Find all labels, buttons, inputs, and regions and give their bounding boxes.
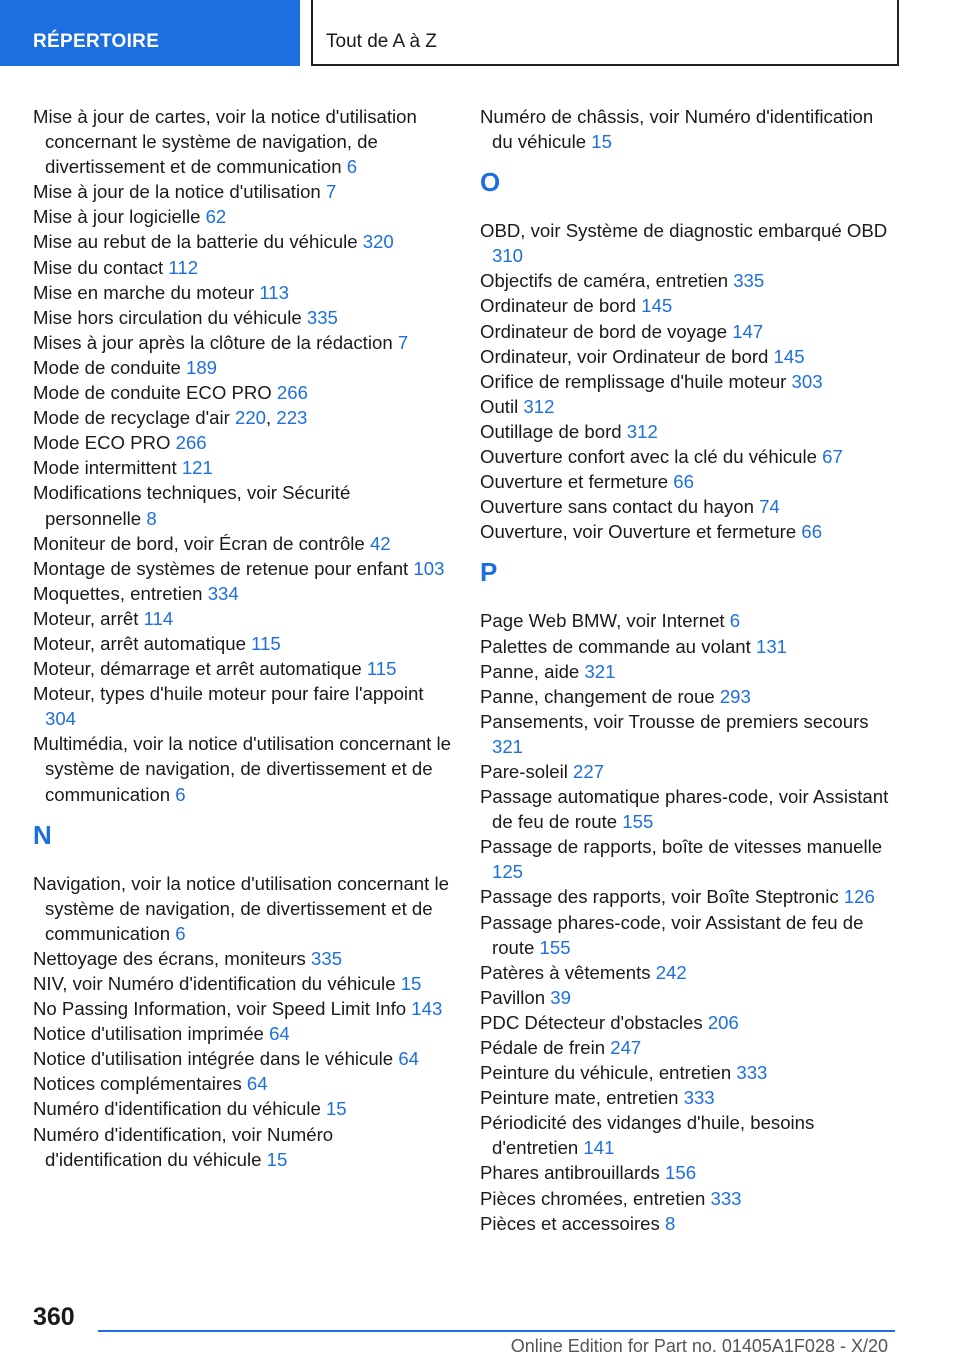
- index-entry: [33, 204, 451, 229]
- index-entry: [480, 1035, 898, 1060]
- index-entry-text: Ouverture et fermeture: [480, 471, 674, 493]
- index-entry-text: Phares antibrouillards: [480, 1162, 666, 1184]
- page-reference-link[interactable]: 334: [207, 582, 239, 604]
- index-entry-text: Mise hors circulation du véhicule: [33, 306, 307, 328]
- index-entry-text: Mode de recyclage d'air: [33, 407, 235, 429]
- index-entry: [33, 280, 451, 305]
- index-entry-text: Moteur, arrêt: [33, 607, 144, 629]
- index-entry: [33, 255, 451, 280]
- index-entry: [33, 1122, 451, 1172]
- page-reference-link[interactable]: 8: [146, 507, 157, 529]
- index-entry: [33, 871, 451, 946]
- index-entry-text: Patères à vêtements: [480, 961, 656, 983]
- page-header: [0, 0, 960, 68]
- index-entry-text: Mise au rebut de la batterie du véhicule: [33, 231, 363, 253]
- page-reference-link[interactable]: 113: [259, 281, 289, 303]
- page-reference-link[interactable]: 131: [755, 635, 788, 657]
- title-tab: [311, 0, 899, 66]
- page-reference-link[interactable]: 67: [822, 446, 843, 468]
- index-entry: [33, 104, 451, 179]
- index-entry: [480, 469, 898, 494]
- index-entry: [33, 229, 451, 254]
- index-entry-text: Panne, changement de roue: [480, 685, 720, 707]
- page-reference-link[interactable]: 74: [759, 496, 780, 518]
- page-reference-link[interactable]: 335: [306, 306, 338, 328]
- index-entry: [33, 581, 451, 606]
- page-reference-link[interactable]: 321: [584, 660, 616, 682]
- index-entry: [33, 305, 451, 330]
- index-entry: [480, 960, 898, 985]
- index-entry-text: Notice d'utilisation imprimée: [33, 1023, 270, 1045]
- index-entry-text: Numéro d'identification, voir Numéro d'identification du véhicule: [33, 1123, 334, 1170]
- index-entry-text: Mode de conduite: [33, 356, 186, 378]
- index-entry: [480, 784, 898, 834]
- index-entry: [480, 884, 898, 909]
- index-entry-text: Navigation, voir la notice d'utilisation concernant le système de navigation, de divertissement et de communication: [33, 872, 449, 944]
- index-entry: [480, 293, 898, 318]
- page-reference-link[interactable]: 320: [362, 231, 394, 253]
- index-entry: [480, 519, 898, 544]
- index-entry-text: OBD, voir Système de diagnostic embarqué OBD: [480, 220, 888, 242]
- page-reference-link[interactable]: 333: [710, 1187, 742, 1209]
- page-reference-link[interactable]: 121: [181, 457, 213, 479]
- section-tab[interactable]: [0, 0, 300, 66]
- index-entry-text: Passage des rapports, voir Boîte Steptronic: [480, 886, 844, 908]
- page-reference-link[interactable]: 155: [539, 936, 571, 958]
- index-entry-text: Pare-soleil: [480, 760, 574, 782]
- index-entry: [480, 394, 898, 419]
- page-reference-link[interactable]: 15: [400, 973, 422, 994]
- page-reference-link[interactable]: 143: [411, 998, 443, 1020]
- index-entry: [480, 1211, 898, 1236]
- page-reference-link[interactable]: 141: [583, 1137, 615, 1159]
- index-entry-text: Objectifs de caméra, entretien: [480, 270, 734, 292]
- page-reference-link[interactable]: 115: [366, 658, 397, 680]
- page-reference-link[interactable]: 15: [591, 131, 612, 153]
- page-reference-link[interactable]: 335: [311, 947, 343, 969]
- index-entry-text: Multimédia, voir la notice d'utilisation concernant le système de navigation, de divertissement et de communication: [33, 733, 451, 805]
- index-entry-text: Ordinateur, voir Ordinateur de bord: [480, 345, 774, 367]
- page-separator: ,: [266, 407, 277, 429]
- index-entry: [33, 656, 451, 681]
- index-entry-text: Ordinateur de bord: [480, 295, 642, 317]
- index-entry: [480, 684, 898, 709]
- index-column-right: [480, 104, 898, 1236]
- page-reference-link[interactable]: 303: [791, 370, 823, 392]
- page-reference-link[interactable]: 15: [325, 1098, 347, 1120]
- page-reference-link[interactable]: 220: [235, 407, 267, 429]
- index-entry: [480, 419, 898, 444]
- index-entry: [480, 910, 898, 960]
- page-reference-link[interactable]: 39: [550, 986, 571, 1008]
- page-reference-link[interactable]: 266: [175, 432, 207, 454]
- index-entry: [480, 659, 898, 684]
- page-reference-link[interactable]: 293: [719, 685, 751, 707]
- index-entry: [33, 1096, 451, 1121]
- page-reference-link[interactable]: 64: [398, 1048, 419, 1070]
- footer-edition-text: Online Edition for Part no. 01405A1F028 - X/20: [510, 1336, 888, 1356]
- index-entry-text: Peinture du véhicule, entretien: [480, 1062, 737, 1084]
- index-entry-text: Moteur, démarrage et arrêt automatique: [33, 658, 367, 680]
- index-entry: [480, 1010, 898, 1035]
- page-reference-link[interactable]: 147: [732, 320, 764, 342]
- page-reference-link[interactable]: 333: [683, 1087, 715, 1109]
- page-reference-link[interactable]: 242: [655, 961, 687, 983]
- index-entry: [480, 494, 898, 519]
- index-letter-heading: O: [480, 167, 501, 198]
- index-entry-text: PDC Détecteur d'obstacles: [480, 1011, 708, 1033]
- page-reference-link[interactable]: 6: [175, 922, 186, 944]
- index-entry: [33, 355, 451, 380]
- index-entry: [33, 480, 451, 530]
- index-entry: [480, 1110, 898, 1160]
- index-entry-text: Moteur, types d'huile moteur pour faire l'appoint: [33, 683, 424, 705]
- index-entry-text: Ouverture, voir Ouverture et fermeture: [480, 521, 802, 543]
- page-reference-link[interactable]: 6: [346, 156, 358, 178]
- page-reference-link[interactable]: 310: [492, 245, 524, 267]
- page-reference-link[interactable]: 125: [492, 861, 524, 883]
- page-reference-link[interactable]: 112: [168, 256, 199, 278]
- page-reference-link[interactable]: 114: [143, 607, 174, 629]
- index-entry-text: Ouverture sans contact du hayon: [480, 496, 760, 518]
- index-entry-text: No Passing Information, voir Speed Limit Info: [33, 998, 412, 1020]
- index-entry: [480, 985, 898, 1010]
- page-reference-link[interactable]: 66: [673, 471, 694, 493]
- index-entry: [480, 1060, 898, 1085]
- index-entry: [33, 556, 451, 581]
- page-reference-link[interactable]: 8: [664, 1212, 676, 1234]
- title-tab-label: Tout de A à Z: [326, 31, 437, 52]
- page-reference-link[interactable]: 66: [801, 521, 823, 543]
- index-entry: [33, 455, 451, 480]
- index-entry-text: Numéro de châssis, voir Numéro d'identification du véhicule: [480, 106, 874, 153]
- page-number: 360: [33, 1303, 75, 1331]
- index-entry-text: Mise en marche du moteur: [33, 281, 260, 303]
- index-entry: [480, 1085, 898, 1110]
- index-entry: [33, 606, 451, 631]
- page-reference-link[interactable]: 115: [251, 632, 281, 654]
- page-reference-link[interactable]: 321: [492, 735, 524, 757]
- index-entry-text: Moquettes, entretien: [33, 582, 208, 604]
- index-entry-text: Périodicité des vidanges d'huile, besoins d'entretien: [480, 1112, 815, 1159]
- page-reference-link[interactable]: 156: [665, 1162, 697, 1184]
- index-entry-text: Notices complémentaires: [33, 1073, 247, 1095]
- index-entry: [480, 444, 898, 469]
- index-entry: [33, 681, 451, 731]
- index-entry: [480, 834, 898, 884]
- index-entry: [33, 330, 451, 355]
- index-entry-text: Outil: [480, 395, 524, 417]
- page-reference-link[interactable]: 126: [843, 886, 875, 908]
- index-entry-text: Pièces chromées, entretien: [480, 1187, 711, 1209]
- page-reference-link[interactable]: 145: [773, 345, 805, 367]
- index-entry: [480, 634, 898, 659]
- index-entry: [33, 631, 451, 656]
- index-entry: [33, 1071, 451, 1096]
- index-entry-text: Ouverture confort avec la clé du véhicule: [480, 446, 823, 468]
- index-entry-text: Outillage de bord: [480, 420, 627, 442]
- page-reference-link[interactable]: 6: [729, 610, 741, 632]
- index-entry-text: Mode intermittent: [33, 457, 182, 479]
- index-entry-text: Mise du contact: [33, 256, 169, 278]
- index-entry: [480, 1160, 898, 1185]
- index-entry: [33, 1021, 451, 1046]
- page-reference-link[interactable]: 15: [266, 1148, 288, 1170]
- index-entry-text: Ordinateur de bord de voyage: [480, 320, 733, 342]
- page-reference-link[interactable]: 223: [276, 407, 308, 429]
- index-entry-text: Panne, aide: [480, 660, 585, 682]
- index-entry: [33, 531, 451, 556]
- index-entry-text: Mise à jour logicielle: [33, 206, 206, 228]
- page-reference-link[interactable]: 62: [205, 206, 227, 228]
- index-entry-text: NIV, voir Numéro d'identification du véhicule: [33, 973, 401, 994]
- index-entry-text: Moniteur de bord, voir Écran de contrôle: [33, 532, 370, 554]
- page-reference-link[interactable]: 333: [736, 1062, 768, 1084]
- index-entry-text: Moteur, arrêt automatique: [33, 632, 252, 654]
- index-entry: [480, 218, 898, 268]
- index-entry: [480, 104, 898, 154]
- index-entry: [33, 946, 451, 971]
- index-entry: [33, 380, 451, 405]
- page-reference-link[interactable]: 247: [610, 1037, 642, 1058]
- index-entry-text: Montage de systèmes de retenue pour enfant: [33, 557, 414, 579]
- page-reference-link[interactable]: 7: [397, 331, 409, 353]
- index-entry: [33, 179, 451, 204]
- index-entry-text: Pavillon: [480, 986, 551, 1008]
- page-reference-link[interactable]: 64: [246, 1073, 268, 1095]
- index-letter-heading: P: [480, 557, 498, 588]
- index-entry-text: Mode de conduite ECO PRO: [33, 382, 277, 404]
- index-entry: [480, 369, 898, 394]
- index-entry: [33, 1046, 451, 1071]
- index-entry-text: Modifications techniques, voir Sécurité personnelle: [33, 482, 351, 529]
- index-column-left: [33, 104, 451, 1172]
- index-entry: [480, 344, 898, 369]
- page-reference-link[interactable]: 6: [175, 783, 186, 805]
- index-entry-text: Pansements, voir Trousse de premiers secours: [480, 710, 869, 732]
- page-reference-link[interactable]: 103: [413, 557, 445, 579]
- index-entry-text: Mode ECO PRO: [33, 432, 176, 454]
- index-entry-text: Peinture mate, entretien: [480, 1087, 684, 1109]
- page-reference-link[interactable]: 42: [369, 532, 391, 554]
- index-entry-text: Passage de rapports, boîte de vitesses manuelle: [480, 836, 883, 858]
- index-entry-text: Passage automatique phares-code, voir Assistant de feu de route: [480, 786, 889, 833]
- index-entry-text: Notice d'utilisation intégrée dans le véhicule: [33, 1048, 399, 1070]
- index-entry: [480, 608, 898, 633]
- index-entry-text: Nettoyage des écrans, moniteurs: [33, 947, 312, 969]
- page-reference-link[interactable]: 145: [641, 295, 673, 317]
- index-entry: [480, 268, 898, 293]
- index-entry: [480, 319, 898, 344]
- index-entry-text: Mise à jour de la notice d'utilisation: [33, 181, 326, 203]
- page-reference-link[interactable]: 266: [276, 382, 308, 404]
- index-entry-text: Pièces et accessoires: [480, 1212, 665, 1234]
- section-tab-label: RÉPERTOIRE: [33, 31, 160, 52]
- index-entry-text: Page Web BMW, voir Internet: [480, 610, 730, 632]
- page-reference-link[interactable]: 155: [622, 811, 654, 833]
- page-reference-link[interactable]: 64: [269, 1023, 290, 1045]
- index-entry: [480, 709, 898, 759]
- index-entry: [33, 430, 451, 455]
- index-entry: [480, 759, 898, 784]
- page-reference-link[interactable]: 312: [626, 420, 658, 442]
- index-entry-text: Passage phares-code, voir Assistant de feu de route: [480, 911, 864, 958]
- index-entry-text: Numéro d'identification du véhicule: [33, 1098, 326, 1120]
- index-entry: [480, 1186, 898, 1211]
- index-entry-text: Mises à jour après la clôture de la rédaction: [33, 331, 398, 353]
- index-letter-heading: N: [33, 819, 52, 850]
- footer-divider: [98, 1330, 895, 1332]
- index-entry-text: Pédale de frein: [480, 1037, 611, 1058]
- page-reference-link[interactable]: 206: [707, 1011, 739, 1033]
- page-reference-link[interactable]: 227: [573, 760, 605, 782]
- page-reference-link[interactable]: 304: [45, 708, 77, 730]
- index-entry: [33, 996, 451, 1021]
- page-reference-link[interactable]: 312: [523, 395, 555, 417]
- page-reference-link[interactable]: 189: [186, 356, 218, 378]
- index-entry: [33, 405, 451, 430]
- index-entry: [33, 731, 451, 806]
- page-reference-link[interactable]: 7: [325, 181, 337, 203]
- index-entry-text: Palettes de commande au volant: [480, 635, 756, 657]
- index-entry-text: Orifice de remplissage d'huile moteur: [480, 370, 792, 392]
- index-entry-text: Mise à jour de cartes, voir la notice d'utilisation concernant le système de navigation, de divertissement et de communication: [33, 106, 417, 178]
- index-entry: [33, 971, 451, 996]
- page-reference-link[interactable]: 335: [733, 270, 765, 292]
